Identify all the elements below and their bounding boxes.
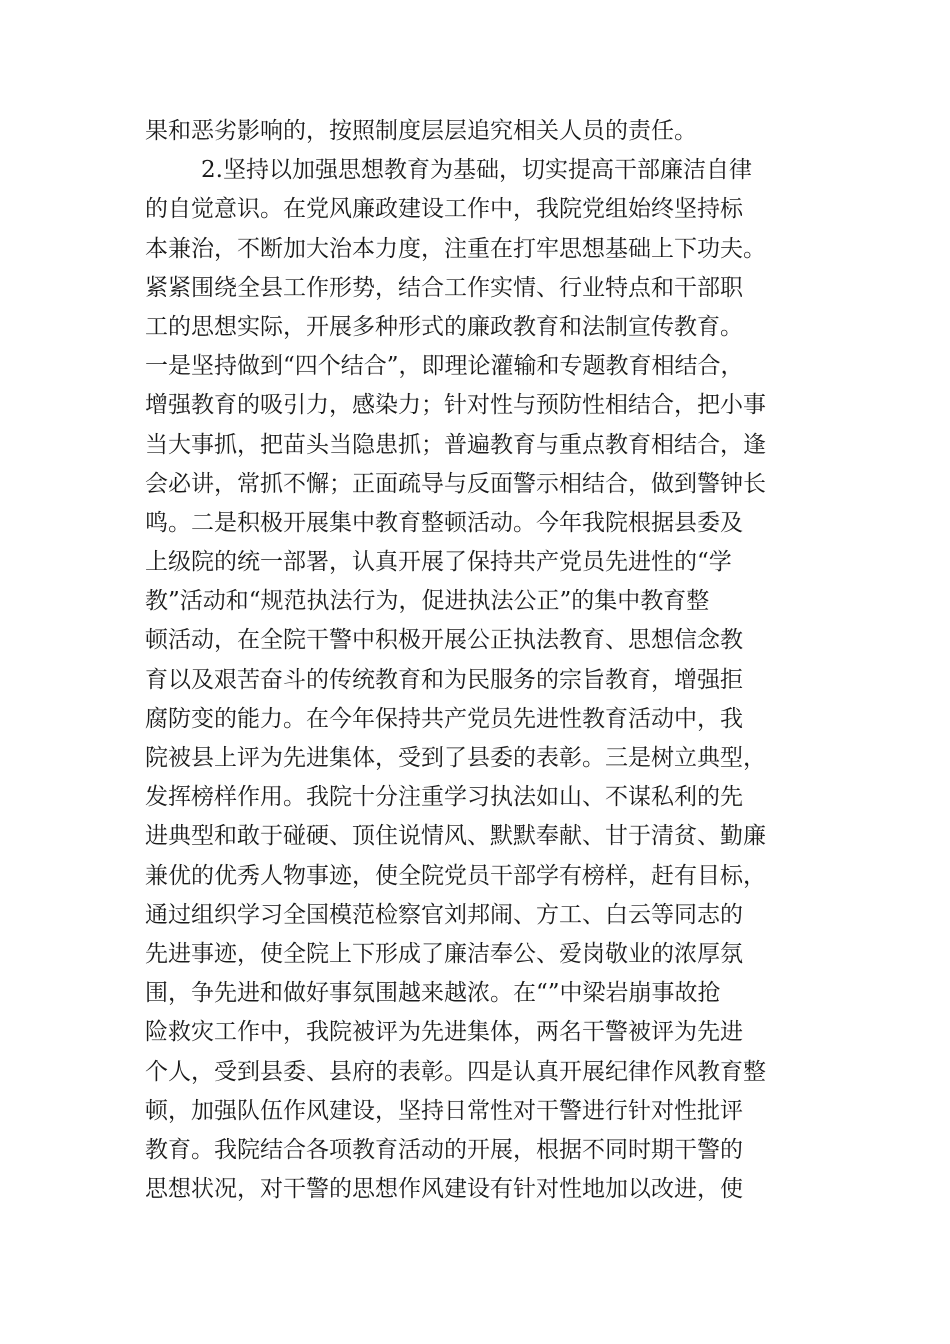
- text-line: 腐防变的能力。在今年保持共产党员先进性教育活动中，我: [145, 705, 743, 732]
- text-line: 进典型和敢于碰硬、顶住说情风、默默奉献、甘于清贫、勤廉: [145, 823, 766, 850]
- text-line: 2.坚持以加强思想教育为基础，切实提高干部廉洁自律: [201, 157, 752, 184]
- text-line: 围，争先进和做好事氛围越来越浓。在“”中梁岩崩事故抢: [145, 980, 721, 1007]
- text-line: 会必讲，常抓不懈；正面疏导与反面警示相结合，做到警钟长: [145, 470, 766, 497]
- text-line: 的自觉意识。在党风廉政建设工作中，我院党组始终坚持标: [145, 196, 743, 223]
- text-line: 鸣。二是积极开展集中教育整顿活动。今年我院根据县委及: [145, 509, 743, 536]
- text-line: 紧紧围绕全县工作形势，结合工作实情、行业特点和干部职: [145, 274, 743, 301]
- text-line: 教”活动和“规范执法行为，促进执法公正”的集中教育整: [145, 588, 710, 615]
- text-line: 教育。我院结合各项教育活动的开展，根据不同时期干警的: [145, 1136, 743, 1163]
- text-line: 增强教育的吸引力，感染力；针对性与预防性相结合，把小事: [145, 392, 766, 419]
- text-line: 顿，加强队伍作风建设，坚持日常性对干警进行针对性批评: [145, 1097, 743, 1124]
- text-line: 院被县上评为先进集体，受到了县委的表彰。三是树立典型，: [145, 745, 766, 771]
- text-line: 一是坚持做到“四个结合”，即理论灌输和专题教育相结合，: [145, 353, 744, 380]
- text-line: 顿活动，在全院干警中积极开展公正执法教育、思想信念教: [145, 627, 743, 654]
- text-line: 当大事抓，把苗头当隐患抓；普遍教育与重点教育相结合，逢: [145, 431, 766, 458]
- text-line: 思想状况，对干警的思想作风建设有针对性地加以改进，使: [145, 1176, 743, 1203]
- text-line: 上级院的统一部署，认真开展了保持共产党员先进性的“学: [145, 549, 732, 576]
- text-line: 先进事迹，使全院上下形成了廉洁奉公、爱岗敬业的浓厚氛: [145, 940, 743, 967]
- text-line: 个人，受到县委、县府的表彰。四是认真开展纪律作风教育整: [145, 1058, 766, 1085]
- text-line: 工的思想实际，开展多种形式的廉政教育和法制宣传教育。: [145, 313, 743, 340]
- text-line: 发挥榜样作用。我院十分注重学习执法如山、不谋私利的先: [145, 784, 743, 811]
- text-line: 通过组织学习全国模范检察官刘邦闹、方工、白云等同志的: [145, 901, 743, 928]
- text-line: 本兼治，不断加大治本力度，注重在打牢思想基础上下功夫。: [145, 235, 766, 262]
- text-line: 兼优的优秀人物事迹，使全院党员干部学有榜样，赶有目标，: [145, 862, 766, 889]
- text-line: 险救灾工作中，我院被评为先进集体，两名干警被评为先进: [145, 1019, 743, 1046]
- text-line: 果和恶劣影响的，按照制度层层追究相关人员的责任。: [145, 118, 697, 144]
- text-line: 育以及艰苦奋斗的传统教育和为民服务的宗旨教育，增强拒: [145, 666, 743, 693]
- body-text: [145, 112, 825, 1209]
